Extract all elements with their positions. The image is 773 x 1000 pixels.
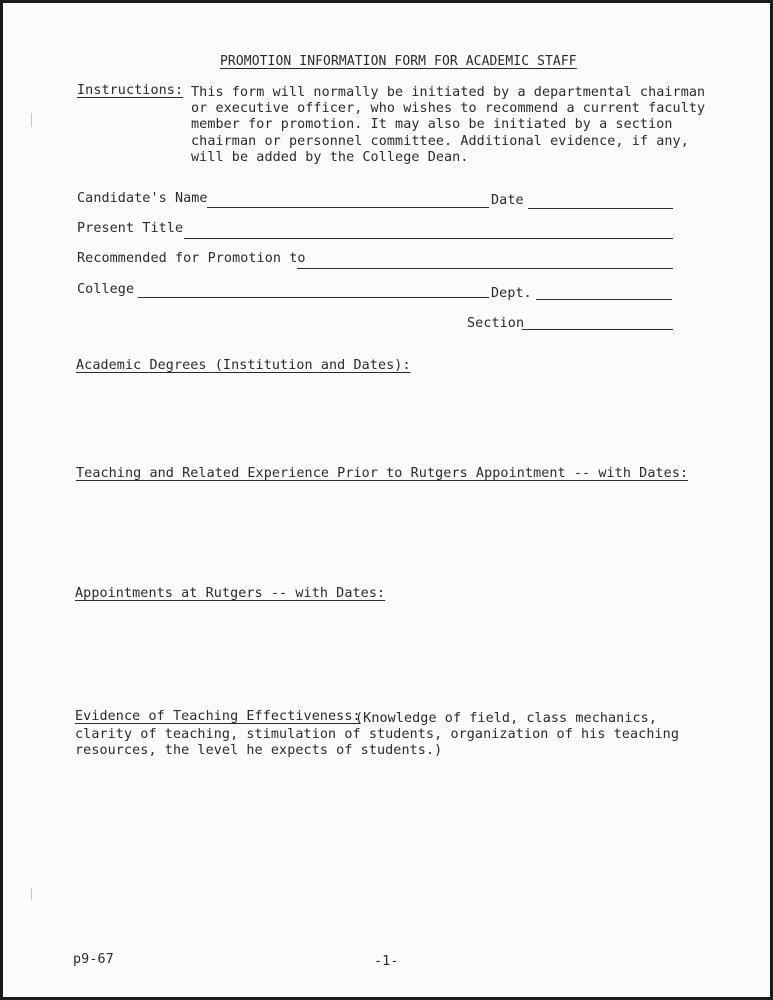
college-label: College <box>77 282 135 297</box>
evidence-description: (Knowledge of field, class mechanics, <box>355 711 657 726</box>
form-title: PROMOTION INFORMATION FORM FOR ACADEMIC STAFF <box>220 54 577 69</box>
instructions-line: This form will normally be initiated by a departmental chairman <box>191 85 706 100</box>
scan-mark <box>31 113 32 127</box>
academic-degrees-heading: Academic Degrees (Institution and Dates): <box>76 358 411 373</box>
recommended-for-field[interactable] <box>297 268 673 269</box>
instructions-label: Instructions: <box>77 83 184 98</box>
dept-label: Dept. <box>491 286 532 301</box>
section-field[interactable] <box>522 329 673 330</box>
page-number: -1- <box>374 954 399 969</box>
instructions-text <box>191 85 705 166</box>
candidate-name-label: Candidate's Name <box>77 191 208 206</box>
present-title-field[interactable] <box>184 238 673 239</box>
instructions-line: member for promotion. It may also be initiated by a section <box>191 117 673 133</box>
instructions-line: chairman or personnel committee. Additional evidence, if any, <box>191 133 689 149</box>
evidence-description: clarity of teaching, stimulation of students, organization of his teaching <box>75 727 679 742</box>
form-code: p9-67 <box>73 952 114 967</box>
evidence-description: resources, the level he expects of students.) <box>75 743 443 758</box>
college-field[interactable] <box>138 297 489 298</box>
dept-field[interactable] <box>536 299 672 300</box>
evidence-heading: Evidence of Teaching Effectiveness: <box>75 709 361 724</box>
candidate-name-field[interactable] <box>207 207 489 208</box>
instructions-line: will be added by the College Dean. <box>191 149 469 165</box>
recommended-for-label: Recommended for Promotion to <box>77 251 306 266</box>
date-field[interactable] <box>528 208 673 209</box>
scan-mark <box>31 888 32 900</box>
date-label: Date <box>491 193 524 208</box>
section-label: Section <box>467 316 525 331</box>
teaching-experience-heading: Teaching and Related Experience Prior to Rutgers Appointment -- with Dates: <box>76 466 689 481</box>
present-title-label: Present Title <box>77 221 184 236</box>
instructions-line: or executive officer, who wishes to recommend a current faculty <box>191 101 706 117</box>
appointments-heading: Appointments at Rutgers -- with Dates: <box>75 586 386 601</box>
